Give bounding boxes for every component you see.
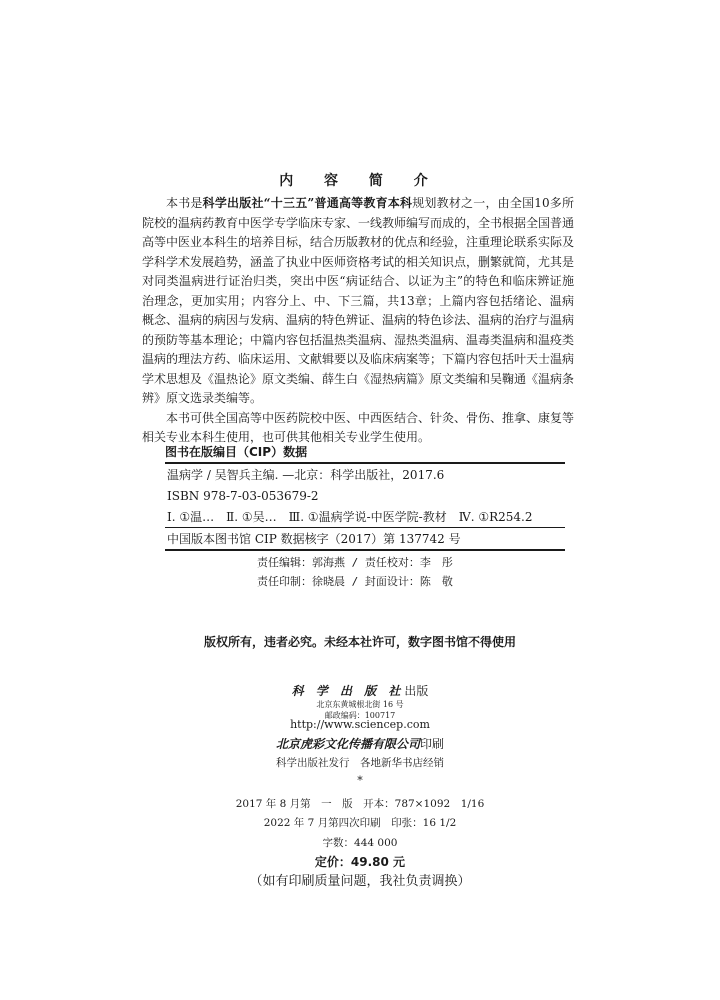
staff-printing-line: 责任印制：徐晓晨 / 封面设计：陈 敬 — [257, 575, 453, 588]
cip-heading: 图书在版编目（CIP）数据 — [165, 445, 308, 459]
price: 定价：49.80 元 — [314, 855, 406, 869]
summary-paragraph-2: 本书可供全国高等中医药院校中医、中西医结合、针灸、骨伤、推拿、康复等相关专业本科生使用，也可供其他相关专业学生使用。 — [142, 410, 575, 444]
summary-body — [142, 194, 574, 448]
summary-para1-bold: 科学出版社“十三五”普通高等教育本科 — [202, 196, 413, 210]
publisher-address: 北京东黄城根北街 16 号 — [316, 700, 404, 709]
staff-credits — [257, 553, 453, 591]
cip-line: 中国版本图书馆 CIP 数据核字（2017）第 137742 号 — [167, 532, 461, 546]
printing-line: 2022 年 7 月第四次印刷 印张：16 1/2 — [263, 817, 457, 829]
publisher-name: 科 学 出 版 社 — [291, 684, 405, 698]
cip-line: 温病学 / 吴智兵主编. —北京：科学出版社，2017.6 — [167, 468, 445, 482]
publisher-url: http://www.sciencep.com — [290, 718, 430, 731]
cip-block — [165, 443, 565, 551]
printer-name: 北京虎彩文化传播有限公司 — [275, 737, 420, 751]
summary-heading: 内 容 简 介 — [279, 173, 441, 189]
staff-editor-line: 责任编辑：郭海燕 / 责任校对：李 彤 — [257, 556, 453, 569]
printer-line — [0, 735, 720, 752]
cip-line: ISBN 978-7-03-053679-2 — [167, 489, 319, 503]
copyright-notice: 版权所有，违者必究。未经本社许可，数字图书馆不得使用 — [203, 635, 516, 649]
publisher-postcode: 邮政编码：100717 — [324, 711, 396, 720]
word-count: 字数：444 000 — [322, 837, 398, 849]
edition-line: 2017 年 8 月第 一 版 开本：787×1092 1/16 — [235, 798, 485, 810]
distribution-line: 科学出版社发行 各地新华书店经销 — [276, 757, 444, 769]
publisher-suffix: 出版 — [404, 684, 429, 698]
summary-para1-c: 规划教材之一，由全国10多所院校的温病药教育中医学专学临床专家、一线教师编写而成的，全书根据全国普通高等中医业本科生的培养目标，结合历版教材的优点和经验，注重理论联系实际及学科学术发展趋势，涵盖了执业中医师资格考试的相关知识点，删繁就简，尤其是对同类温病进行证治归类，突出中医“病证结合、以证为主”的特色和临床辨证施治理念，更加实用；内容分上、中、下三篇，共13章；上篇内容包括绪论、温病概念、温病的病因与发病、温病的特色辨证、温病的特色诊法、温病的治疗与温病的预防等基本理论；中篇内容包括温热类温病、湿热类温病、温毒类温病和温疫类温病的理法方药、临床运用、文献辑要以及临床病案等；下篇内容包括叶天士温病学术思想及《温热论》原文类编、薛生白《湿热病篇》原文类编和吴鞠通《温病条辨》原文选录类编等。 — [142, 196, 575, 405]
quality-note: （如有印刷质量问题，我社负责调换） — [249, 874, 471, 889]
cip-line: Ⅰ. ①温… Ⅱ. ①吴… Ⅲ. ①温病学说-中医学院-教材 Ⅳ. ①R254.2 — [167, 510, 533, 524]
printer-suffix: 印刷 — [420, 737, 445, 751]
publisher-block — [0, 682, 720, 721]
summary-para1-a: 本书是 — [166, 196, 203, 210]
cip-bottom-rule — [165, 549, 565, 551]
summary-paragraph-1 — [142, 194, 574, 409]
separator-star: * — [357, 774, 363, 787]
